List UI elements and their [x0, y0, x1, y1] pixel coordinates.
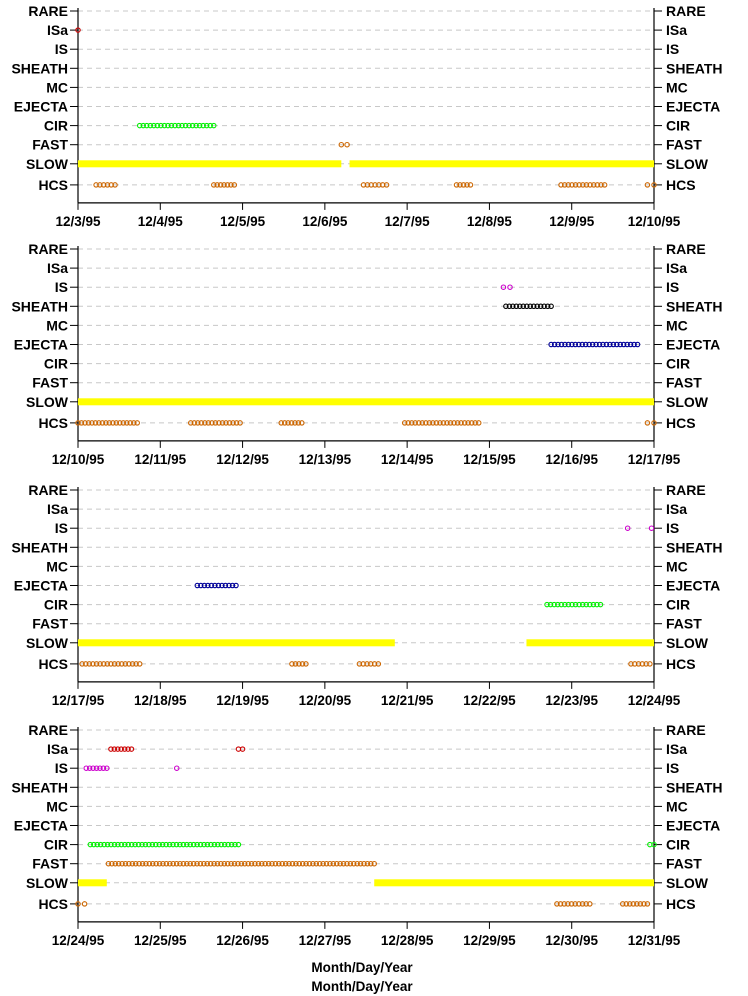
panel-2 [11, 241, 722, 467]
right-label-hcs: HCS [666, 655, 696, 672]
left-label-isa: ISa [46, 741, 68, 758]
right-label-ejecta: EJECTA [666, 336, 721, 353]
left-label-fast: FAST [32, 615, 68, 632]
left-label-ejecta: EJECTA [13, 336, 68, 353]
right-label-isa: ISa [666, 22, 688, 39]
left-label-fast: FAST [32, 136, 68, 153]
x-tick-label: 12/9/95 [549, 213, 595, 229]
left-label-mc: MC [46, 317, 68, 334]
right-label-sheath: SHEATH [666, 60, 723, 77]
right-label-rare: RARE [666, 482, 706, 498]
x-tick-label: 12/12/95 [216, 451, 269, 467]
left-label-ejecta: EJECTA [13, 577, 68, 594]
right-label-cir: CIR [666, 836, 691, 853]
left-label-cir: CIR [43, 596, 68, 613]
left-label-is: IS [54, 520, 68, 537]
right-label-hcs: HCS [666, 176, 696, 193]
data-hcs-6 [94, 183, 117, 187]
left-label-mc: MC [46, 79, 68, 96]
left-label-fast: FAST [32, 374, 68, 391]
data-slow-5 [78, 639, 395, 646]
left-label-rare: RARE [28, 3, 68, 19]
left-label-cir: CIR [43, 836, 68, 853]
left-label-is: IS [54, 41, 68, 58]
right-label-hcs: HCS [666, 414, 696, 431]
right-label-is: IS [666, 279, 680, 296]
right-label-mc: MC [666, 79, 688, 96]
data-slow-8 [78, 879, 107, 886]
right-label-rare: RARE [666, 722, 706, 738]
left-label-isa: ISa [46, 260, 68, 277]
right-label-fast: FAST [666, 615, 702, 632]
right-label-sheath: SHEATH [666, 779, 723, 796]
right-label-cir: CIR [666, 596, 691, 613]
right-label-sheath: SHEATH [666, 298, 723, 315]
x-tick-label: 12/10/95 [627, 213, 681, 229]
left-label-ejecta: EJECTA [13, 98, 68, 115]
right-label-sheath: SHEATH [666, 539, 723, 556]
panel-1 [11, 3, 722, 229]
left-label-isa: ISa [46, 501, 68, 518]
left-label-slow: SLOW [26, 393, 68, 410]
x-tick-label: 12/26/95 [216, 932, 269, 948]
x-tick-label: 12/16/95 [545, 451, 598, 467]
right-label-mc: MC [666, 317, 688, 334]
left-label-hcs: HCS [38, 895, 68, 912]
x-tick-label: 12/3/95 [55, 213, 101, 229]
data-sheath-2 [504, 304, 554, 308]
right-label-fast: FAST [666, 374, 702, 391]
x-tick-label: 12/10/95 [51, 451, 105, 467]
data-isa-1 [109, 747, 134, 751]
right-label-isa: ISa [666, 741, 688, 758]
left-label-hcs: HCS [38, 176, 68, 193]
x-tick-label: 12/30/95 [545, 932, 598, 948]
right-label-is: IS [666, 760, 680, 777]
x-tick-label: 12/17/95 [51, 692, 105, 708]
left-label-hcs: HCS [38, 414, 68, 431]
left-label-hcs: HCS [38, 655, 68, 672]
x-tick-label: 12/22/95 [463, 692, 516, 708]
x-tick-label: 12/31/95 [627, 932, 681, 948]
data-hcs-10 [629, 662, 652, 666]
x-tick-label: 12/15/95 [463, 451, 516, 467]
left-label-rare: RARE [28, 241, 68, 257]
data-hcs-8 [402, 421, 480, 425]
left-label-slow: SLOW [26, 634, 68, 651]
data-slow-5 [350, 160, 654, 167]
x-tick-label: 12/24/95 [627, 692, 681, 708]
x-tick-label: 12/11/95 [134, 451, 187, 467]
left-label-cir: CIR [43, 355, 68, 372]
left-label-is: IS [54, 279, 68, 296]
right-label-isa: ISa [666, 501, 688, 518]
data-hcs-7 [279, 421, 304, 425]
left-label-rare: RARE [28, 482, 68, 498]
left-label-slow: SLOW [26, 874, 68, 891]
right-label-hcs: HCS [666, 895, 696, 912]
right-label-cir: CIR [666, 117, 691, 134]
data-slow-6 [526, 639, 654, 646]
x-tick-label: 12/21/95 [380, 692, 434, 708]
x-tick-label: 12/4/95 [137, 213, 183, 229]
x-tick-label: 12/8/95 [466, 213, 512, 229]
left-label-ejecta: EJECTA [13, 817, 68, 834]
data-hcs-5 [76, 421, 140, 425]
data-cir-2 [138, 123, 216, 127]
data-hcs-12 [621, 902, 650, 906]
x-tick-label: 12/17/95 [627, 451, 681, 467]
left-label-sheath: SHEATH [11, 298, 68, 315]
left-label-is: IS [54, 760, 68, 777]
data-point [82, 902, 86, 906]
panel-4 [11, 722, 722, 948]
right-label-ejecta: EJECTA [666, 577, 721, 594]
left-label-sheath: SHEATH [11, 779, 68, 796]
x-tick-label: 12/29/95 [463, 932, 516, 948]
left-label-fast: FAST [32, 855, 68, 872]
left-label-sheath: SHEATH [11, 539, 68, 556]
x-tick-label: 12/7/95 [384, 213, 430, 229]
right-label-ejecta: EJECTA [666, 98, 721, 115]
right-label-fast: FAST [666, 136, 702, 153]
right-label-cir: CIR [666, 355, 691, 372]
x-tick-label: 12/18/95 [134, 692, 187, 708]
right-label-mc: MC [666, 798, 688, 815]
right-label-rare: RARE [666, 3, 706, 19]
x-tick-label: 12/5/95 [220, 213, 266, 229]
data-slow-9 [374, 879, 654, 886]
x-tick-label: 12/14/95 [380, 451, 434, 467]
x-tick-label: 12/24/95 [51, 932, 105, 948]
right-label-is: IS [666, 41, 680, 58]
right-label-slow: SLOW [666, 874, 708, 891]
right-label-fast: FAST [666, 855, 702, 872]
data-ejecta-3 [549, 342, 640, 346]
left-label-isa: ISa [46, 22, 68, 39]
x-tick-label: 12/28/95 [380, 932, 434, 948]
left-label-mc: MC [46, 798, 68, 815]
x-tick-label: 12/19/95 [216, 692, 269, 708]
x-tick-label: 12/23/95 [545, 692, 598, 708]
right-label-isa: ISa [666, 260, 688, 277]
data-slow-4 [78, 398, 654, 405]
left-label-sheath: SHEATH [11, 60, 68, 77]
x-tick-label: 12/13/95 [298, 451, 352, 467]
left-label-slow: SLOW [26, 155, 68, 172]
left-label-mc: MC [46, 558, 68, 575]
x-axis-title-repeat: Month/Day/Year [311, 979, 413, 994]
left-label-cir: CIR [43, 117, 68, 134]
panel-3 [11, 482, 722, 708]
x-tick-label: 12/27/95 [298, 932, 352, 948]
right-label-is: IS [666, 520, 680, 537]
right-label-ejecta: EJECTA [666, 817, 721, 834]
right-label-rare: RARE [666, 241, 706, 257]
data-hcs-9 [357, 662, 380, 666]
left-label-rare: RARE [28, 722, 68, 738]
right-label-slow: SLOW [666, 393, 708, 410]
right-label-mc: MC [666, 558, 688, 575]
data-slow-4 [78, 160, 341, 167]
right-label-slow: SLOW [666, 155, 708, 172]
x-axis-title: Month/Day/Year [311, 960, 413, 975]
x-tick-label: 12/6/95 [302, 213, 348, 229]
right-label-slow: SLOW [666, 634, 708, 651]
x-tick-label: 12/20/95 [298, 692, 352, 708]
x-tick-label: 12/25/95 [134, 932, 187, 948]
